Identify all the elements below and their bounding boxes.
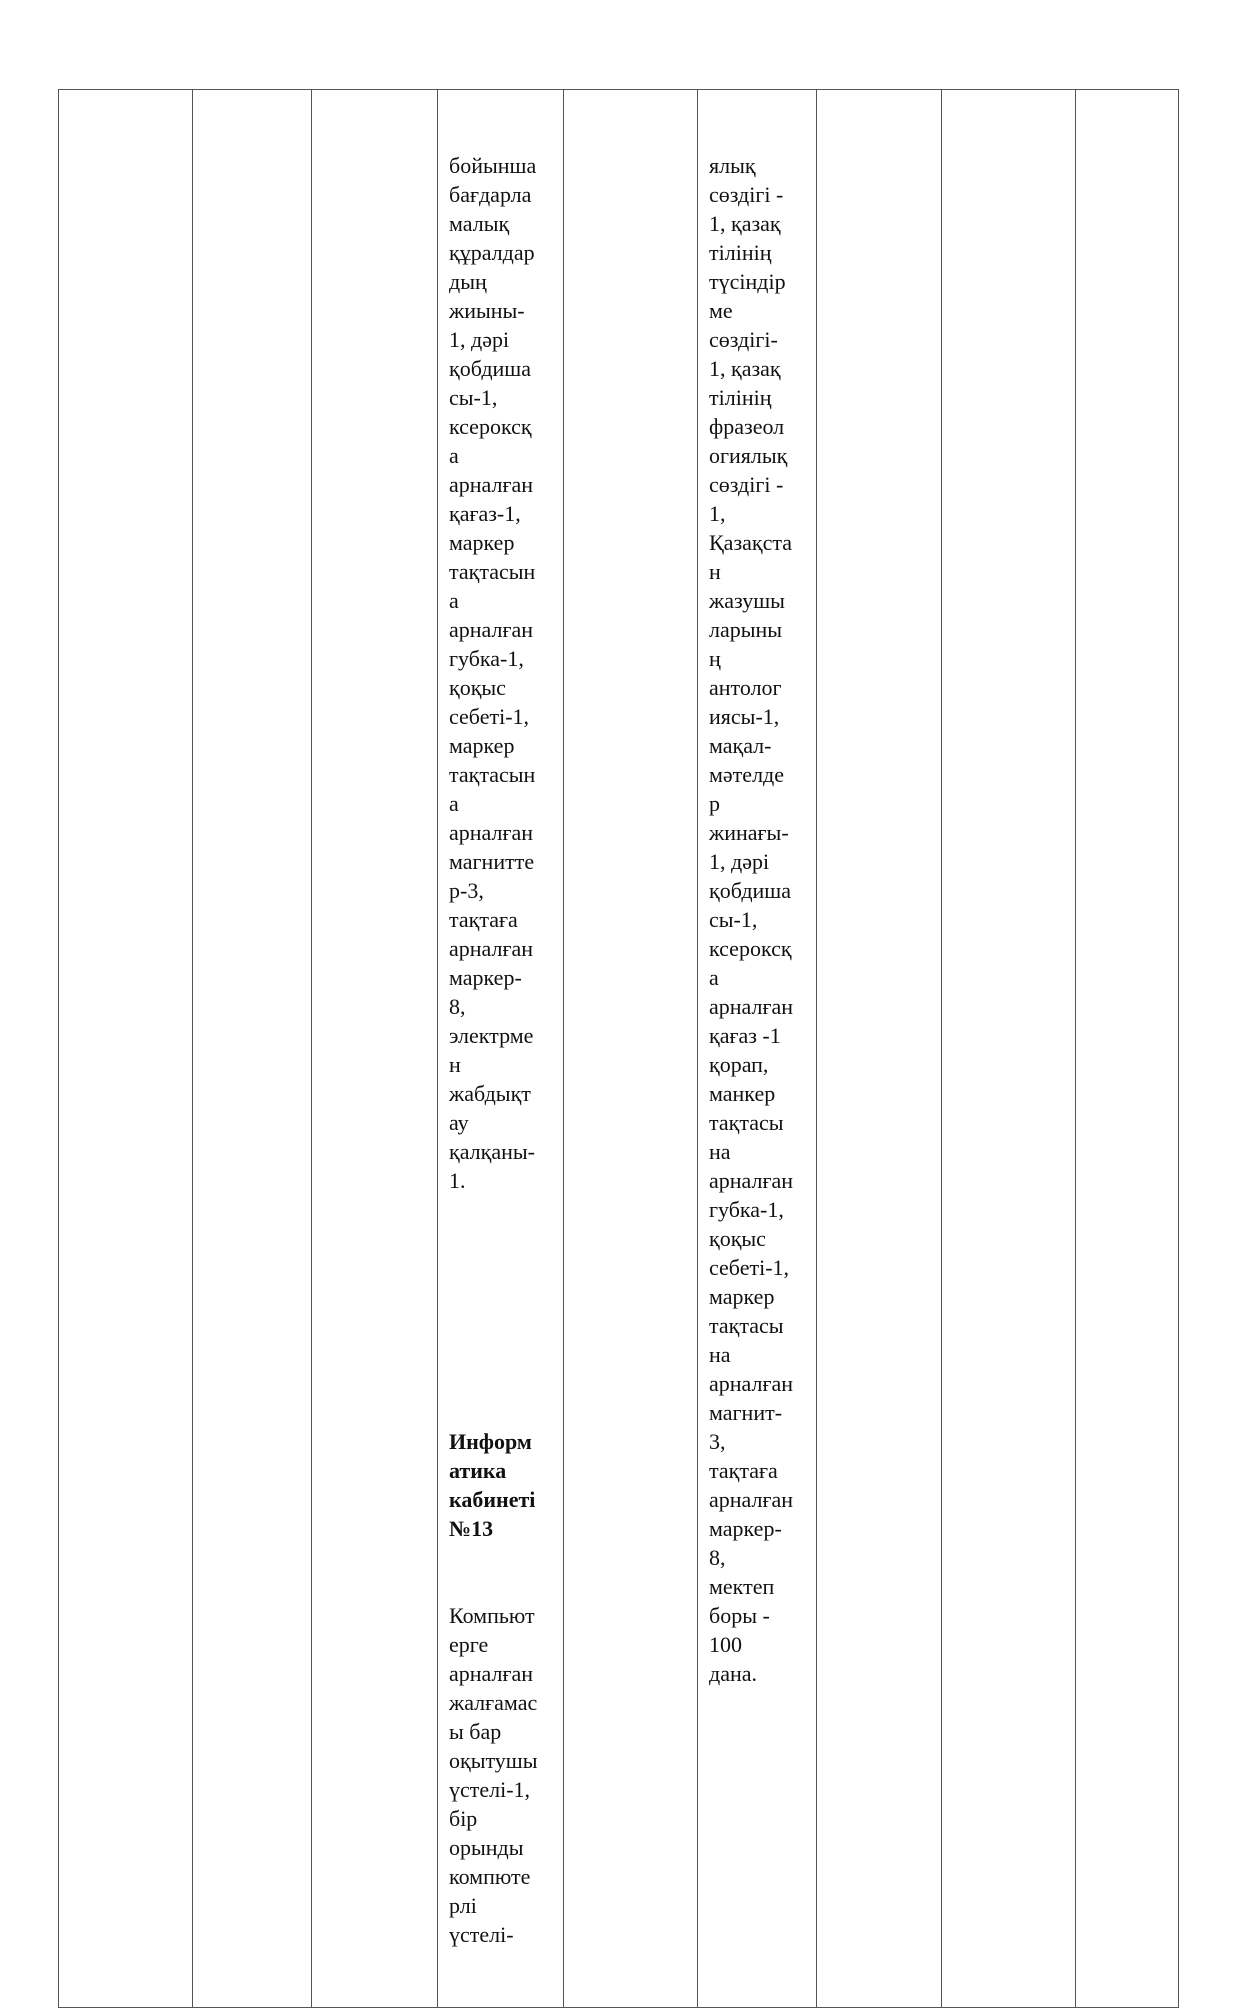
equipment-list-col-5	[698, 90, 816, 1746]
text-line: арналған	[449, 617, 534, 642]
text-line: ы бар	[449, 1719, 502, 1744]
text-line: атика	[449, 1458, 507, 1483]
text-line: ме	[709, 298, 733, 323]
table-cell-col-1	[193, 90, 312, 2008]
text-line: рлі	[449, 1893, 477, 1918]
text-line: 1,	[709, 501, 726, 526]
equipment-table	[58, 89, 1179, 2008]
equipment-list-col-3	[438, 90, 563, 2007]
text-line: себеті-1,	[449, 704, 530, 729]
text-line: жинағы-	[709, 820, 789, 845]
text-line: а	[449, 443, 459, 468]
text-line: қоқыс	[449, 675, 506, 700]
text-line: 100	[709, 1632, 742, 1657]
equipment-list	[709, 151, 816, 1688]
text-line: жазушы	[709, 588, 785, 613]
cabinet-heading	[449, 1427, 563, 1543]
text-line: малық	[449, 211, 510, 236]
text-line: на	[709, 1342, 731, 1367]
text-line: арналған	[449, 936, 534, 961]
text-line: мақал-	[709, 733, 772, 758]
text-line: 8,	[449, 994, 466, 1019]
text-line: манкер	[709, 1081, 776, 1106]
text-line: қоқыс	[709, 1226, 766, 1251]
text-line: қорап,	[709, 1052, 769, 1077]
text-line: бір	[449, 1806, 478, 1831]
text-line: маркер-	[709, 1516, 782, 1541]
table-cell-col-0	[59, 90, 193, 2008]
text-line: себеті-1,	[709, 1255, 790, 1280]
text-line: қобдиша	[709, 878, 792, 903]
text-line: қағаз-1,	[449, 501, 521, 526]
text-line: жиыны-	[449, 298, 525, 323]
text-line: 8,	[709, 1545, 726, 1570]
text-line: а	[449, 791, 459, 816]
text-line: губка-1,	[449, 646, 524, 671]
text-line: арналған	[709, 994, 794, 1019]
text-line: ерге	[449, 1632, 489, 1657]
text-line: н	[709, 559, 721, 584]
text-line: магнит-	[709, 1400, 783, 1425]
text-line: сөздігі -	[709, 182, 784, 207]
text-line: кабинеті	[449, 1487, 536, 1512]
table-cell-col-2	[312, 90, 438, 2008]
text-line: маркер	[449, 733, 515, 758]
table-row	[59, 90, 1179, 2008]
table-cell-col-3	[438, 90, 564, 2008]
text-line: а	[449, 588, 459, 613]
text-line: қобдиша	[449, 356, 532, 381]
text-line: арналған	[709, 1371, 794, 1396]
text-line: бағдарла	[449, 182, 532, 207]
text-line: боры -	[709, 1603, 770, 1628]
text-line: р	[709, 791, 720, 816]
text-line: арналған	[709, 1168, 794, 1193]
text-line: маркер	[449, 530, 515, 555]
text-line: Информ	[449, 1429, 532, 1454]
text-line: дың	[449, 269, 487, 294]
text-line: ксероксқ	[709, 936, 792, 961]
text-line: тілінің	[709, 385, 772, 410]
text-line: фразеол	[709, 414, 785, 439]
text-line: ялық	[709, 153, 756, 178]
equipment-list-part1	[449, 151, 563, 1195]
text-line: тақтасы	[709, 1313, 784, 1338]
text-line: н	[449, 1052, 461, 1077]
text-line: сы-1,	[709, 907, 758, 932]
text-line: маркер-	[449, 965, 522, 990]
text-line: 1, қазақ	[709, 211, 781, 236]
text-line: губка-1,	[709, 1197, 784, 1222]
table-cell-col-8	[1076, 90, 1179, 2008]
text-line: тақтасын	[449, 762, 536, 787]
table-cell-col-4	[564, 90, 698, 2008]
text-line: сөздігі -	[709, 472, 784, 497]
text-line: Компьют	[449, 1603, 535, 1628]
text-line: а	[709, 965, 719, 990]
text-line: 1, дәрі	[709, 849, 770, 874]
text-line: ларыны	[709, 617, 783, 642]
text-line: қалқаны-	[449, 1139, 535, 1164]
text-line: жабдықт	[449, 1081, 531, 1106]
text-line: огиялық	[709, 443, 788, 468]
text-line: үстелі-	[449, 1922, 514, 1947]
text-line: ксероксқ	[449, 414, 532, 439]
text-line: арналған	[449, 472, 534, 497]
text-line: 3,	[709, 1429, 726, 1454]
text-line: иясы-1,	[709, 704, 780, 729]
text-line: ау	[449, 1110, 469, 1135]
text-line: компюте	[449, 1864, 531, 1889]
text-line: қағаз -1	[709, 1023, 781, 1048]
text-line: түсіндір	[709, 269, 786, 294]
table-cell-col-6	[817, 90, 942, 2008]
text-line: тақтасын	[449, 559, 536, 584]
text-line: құралдар	[449, 240, 535, 265]
text-line: дана.	[709, 1661, 757, 1686]
text-line: 1.	[449, 1168, 466, 1193]
text-line: 1, дәрі	[449, 327, 510, 352]
text-line: тақтаға	[709, 1458, 778, 1483]
text-line: тілінің	[709, 240, 772, 265]
text-line: р-3,	[449, 878, 484, 903]
equipment-list-part2	[449, 1601, 563, 1949]
text-line: оқытушы	[449, 1748, 538, 1773]
text-line: антолог	[709, 675, 782, 700]
table-cell-col-7	[942, 90, 1076, 2008]
text-line: орынды	[449, 1835, 524, 1860]
text-line: электрме	[449, 1023, 534, 1048]
text-line: сөздігі-	[709, 327, 778, 352]
text-line: 1, қазақ	[709, 356, 781, 381]
table-cell-col-5	[698, 90, 817, 2008]
text-line: Қазақста	[709, 530, 792, 555]
text-line: бойынша	[449, 153, 537, 178]
text-line: арналған	[449, 1661, 534, 1686]
text-line: тақтаға	[449, 907, 518, 932]
text-line: мектеп	[709, 1574, 775, 1599]
text-line: мәтелде	[709, 762, 785, 787]
text-line: ң	[709, 646, 721, 671]
text-line: арналған	[449, 820, 534, 845]
text-line: тақтасы	[709, 1110, 784, 1135]
text-line: магнитте	[449, 849, 535, 874]
text-line: арналған	[709, 1487, 794, 1512]
text-line: сы-1,	[449, 385, 498, 410]
text-line: маркер	[709, 1284, 775, 1309]
text-line: №13	[449, 1516, 494, 1541]
text-line: үстелі-1,	[449, 1777, 531, 1802]
text-line: жалғамас	[449, 1690, 538, 1715]
text-line: на	[709, 1139, 731, 1164]
